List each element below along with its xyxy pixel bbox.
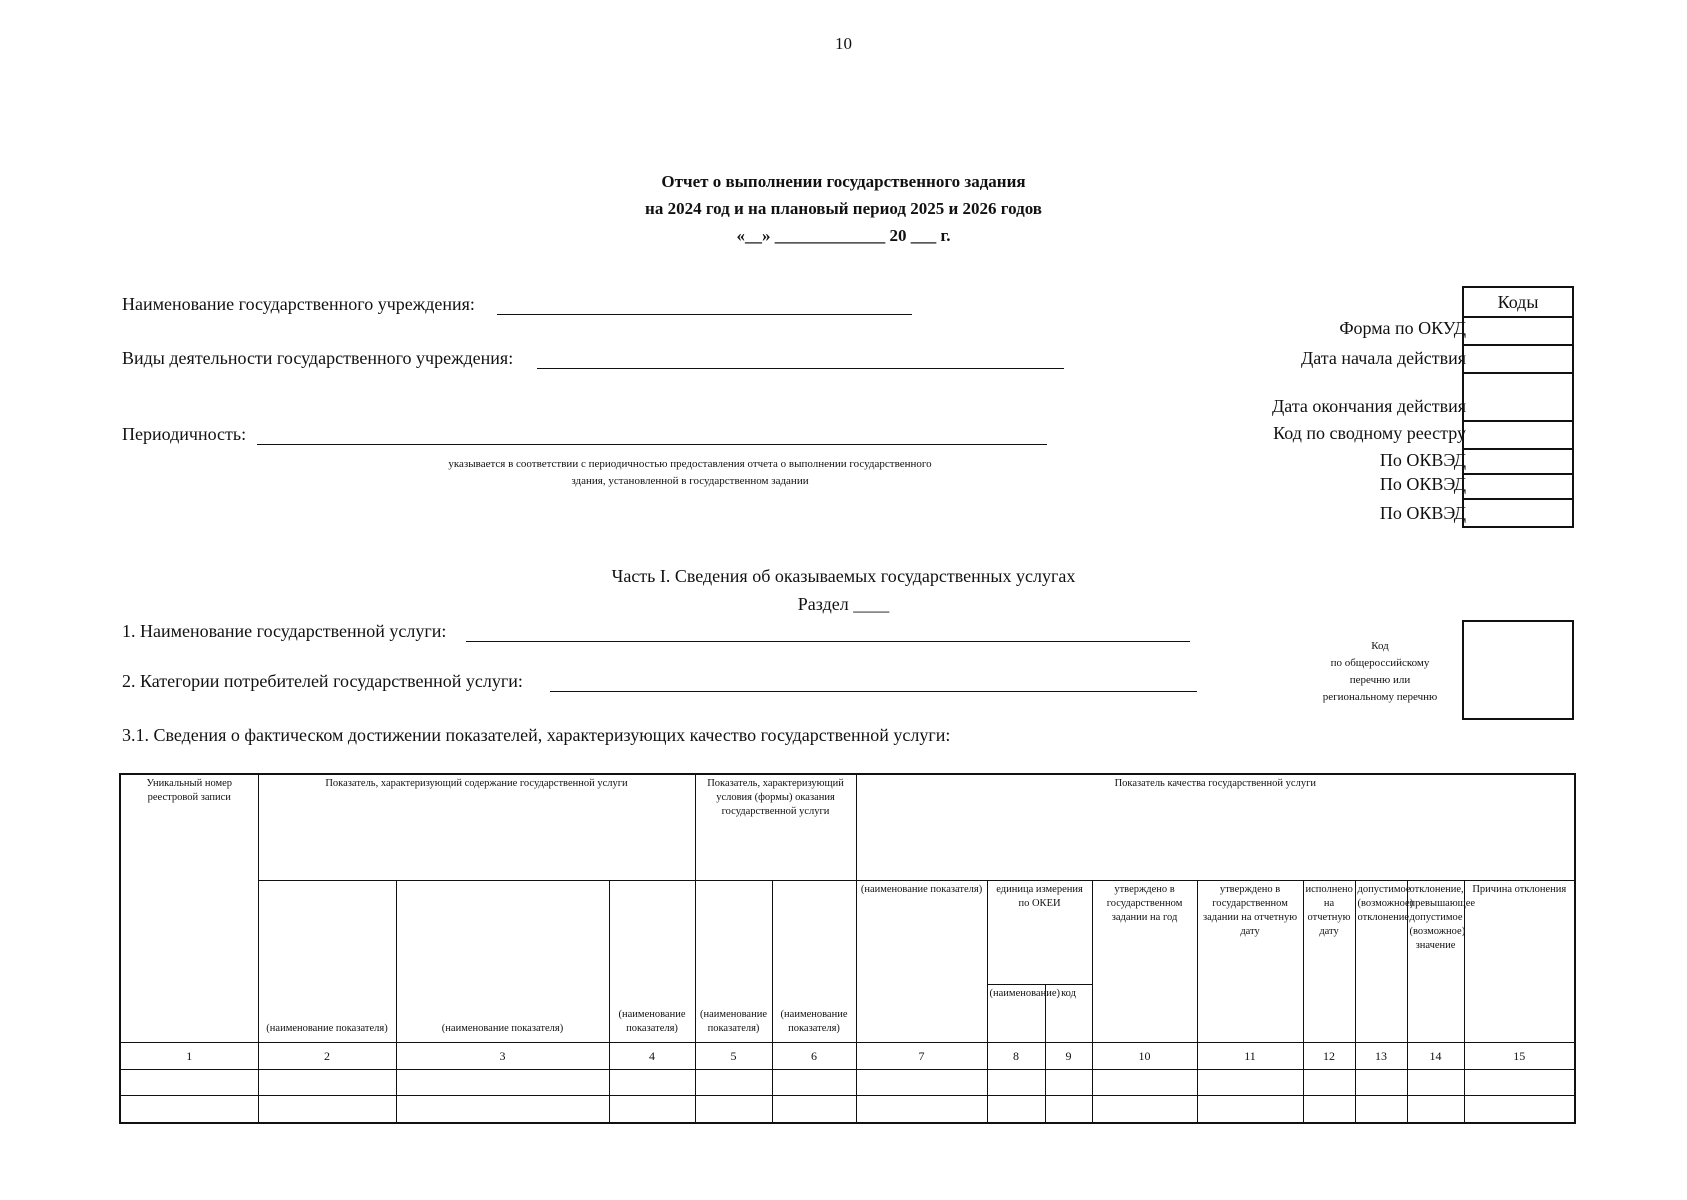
start-date-code-cell[interactable] [1462, 344, 1574, 374]
table-cell[interactable] [1355, 1095, 1407, 1123]
table-cell[interactable] [609, 1095, 695, 1123]
page-number: 10 [835, 34, 852, 53]
table-cell[interactable] [396, 1095, 609, 1123]
table-cell[interactable] [772, 1095, 856, 1123]
service-code-box[interactable] [1462, 620, 1574, 720]
table-row [120, 1095, 1575, 1123]
subheader-unit-code: код [1045, 984, 1092, 1042]
okved3-code-cell[interactable] [1462, 498, 1574, 528]
periodicity-note-2: здания, установленной в государственном задании [571, 475, 809, 487]
subheader-col2: (наименование показателя) [258, 880, 396, 1042]
service-name-field[interactable] [466, 641, 1190, 642]
table-cell[interactable] [258, 1069, 396, 1095]
okved2-code-cell[interactable] [1462, 473, 1574, 500]
registry-code-cell[interactable] [1462, 420, 1574, 450]
table-cell[interactable] [1197, 1095, 1303, 1123]
col-num: 12 [1303, 1042, 1355, 1069]
subheader-reason: Причина отклонения [1464, 880, 1575, 1042]
col-num: 11 [1197, 1042, 1303, 1069]
table-cell[interactable] [1045, 1095, 1092, 1123]
table-cell[interactable] [856, 1095, 987, 1123]
subheader-col5: (наименование показателя) [695, 880, 772, 1042]
subheader-col6: (наименование показателя) [772, 880, 856, 1042]
col-num: 15 [1464, 1042, 1575, 1069]
activity-types-field[interactable] [537, 368, 1064, 369]
table-cell[interactable] [609, 1069, 695, 1095]
report-title-line2: на 2024 год и на плановый период 2025 и 2026 годов [645, 199, 1042, 218]
report-date-line: «__» _____________ 20 ___ г. [736, 226, 951, 245]
subheader-col3: (наименование показателя) [396, 880, 609, 1042]
table-cell[interactable] [695, 1069, 772, 1095]
registry-label: Код по сводному реестру [1273, 423, 1466, 443]
col-num: 10 [1092, 1042, 1197, 1069]
subheader-approved-year: утверждено в государственном задании на год [1092, 880, 1197, 1042]
col-num: 7 [856, 1042, 987, 1069]
codes-header: Коды [1462, 286, 1574, 318]
activity-types-label: Виды деятельности государственного учреждения: [122, 348, 514, 368]
table-cell[interactable] [120, 1069, 258, 1095]
subheader-allowed-deviation: допустимое (возможное) отклонение [1355, 880, 1407, 1042]
periodicity-note-1: указывается в соответствии с периодичностью предоставления отчета о выполнении государственного [448, 458, 932, 470]
table-cell[interactable] [396, 1069, 609, 1095]
col-num: 1 [120, 1042, 258, 1069]
subheader-unit-okei: единица измерения по ОКЕИ [987, 880, 1092, 984]
subheader-col4: (наименование показателя) [609, 880, 695, 1042]
header-quality-indicator: Показатель качества государственной услуги [856, 774, 1575, 880]
okved1-label: По ОКВЭД [1379, 450, 1466, 470]
table-cell[interactable] [1045, 1069, 1092, 1095]
col-num: 6 [772, 1042, 856, 1069]
table-cell[interactable] [695, 1095, 772, 1123]
col-num: 13 [1355, 1042, 1407, 1069]
column-numbers-row [120, 1042, 1575, 1069]
quality-section-title: 3.1. Сведения о фактическом достижении показателей, характеризующих качество государственной услуги: [122, 725, 951, 745]
table-cell[interactable] [987, 1069, 1045, 1095]
table-cell[interactable] [1092, 1069, 1197, 1095]
okved1-code-cell[interactable] [1462, 448, 1574, 475]
code-label-3: перечню или [1349, 674, 1411, 686]
header-unique-number: Уникальный номер реестровой записи [120, 774, 258, 1042]
subheader-quality-name: (наименование показателя) [856, 880, 987, 1042]
table-cell[interactable] [1464, 1095, 1575, 1123]
col-num: 3 [396, 1042, 609, 1069]
table-cell[interactable] [120, 1095, 258, 1123]
table-cell[interactable] [772, 1069, 856, 1095]
quality-indicators-table [119, 773, 1576, 1124]
periodicity-field[interactable] [257, 444, 1047, 445]
header-content-indicator: Показатель, характеризующий содержание государственной услуги [258, 774, 695, 880]
consumers-label: 2. Категории потребителей государственной услуги: [122, 671, 523, 691]
table-cell[interactable] [987, 1095, 1045, 1123]
table-cell[interactable] [1407, 1095, 1464, 1123]
subheader-approved-date: утверждено в государственном задании на отчетную дату [1197, 880, 1303, 1042]
table-cell[interactable] [1464, 1069, 1575, 1095]
okud-code-cell[interactable] [1462, 316, 1574, 346]
code-label-4: региональному перечню [1322, 691, 1438, 703]
col-num: 4 [609, 1042, 695, 1069]
subheader-executed: исполнено на отчетную дату [1303, 880, 1355, 1042]
col-num: 14 [1407, 1042, 1464, 1069]
periodicity-label: Периодичность: [122, 424, 247, 444]
service-name-label: 1. Наименование государственной услуги: [122, 621, 447, 641]
section-label: Раздел ____ [797, 594, 890, 614]
table-cell[interactable] [1092, 1095, 1197, 1123]
report-title-line1: Отчет о выполнении государственного задания [661, 172, 1026, 191]
table-cell[interactable] [1303, 1069, 1355, 1095]
start-date-label: Дата начала действия [1301, 348, 1466, 368]
col-num: 5 [695, 1042, 772, 1069]
table-cell[interactable] [1355, 1069, 1407, 1095]
part-title: Часть I. Сведения об оказываемых государственных услугах [611, 566, 1076, 586]
table-cell[interactable] [1197, 1069, 1303, 1095]
table-cell[interactable] [1303, 1095, 1355, 1123]
col-num: 2 [258, 1042, 396, 1069]
okud-label: Форма по ОКУД [1339, 318, 1466, 338]
table-cell[interactable] [258, 1095, 396, 1123]
end-date-code-cell[interactable] [1462, 372, 1574, 422]
end-date-label: Дата окончания действия [1272, 396, 1466, 416]
header-conditions-indicator: Показатель, характеризующий условия (формы) оказания государственной услуги [695, 774, 856, 880]
col-num: 9 [1045, 1042, 1092, 1069]
col-num: 8 [987, 1042, 1045, 1069]
institution-name-label: Наименование государственного учреждения: [122, 294, 475, 314]
consumers-field[interactable] [550, 691, 1197, 692]
table-row [120, 1069, 1575, 1095]
subheader-exceed-deviation: отклонение, превышающее допустимое (возможное) значение [1407, 880, 1464, 1042]
table-cell[interactable] [1407, 1069, 1464, 1095]
code-label-2: по общероссийскому [1330, 657, 1430, 669]
okved3-label: По ОКВЭД [1379, 503, 1466, 523]
subheader-unit-name: (наименование) [987, 984, 1045, 1042]
okved2-label: По ОКВЭД [1379, 474, 1466, 494]
institution-name-field[interactable] [497, 314, 912, 315]
table-cell[interactable] [856, 1069, 987, 1095]
code-label-1: Код [1371, 640, 1389, 652]
